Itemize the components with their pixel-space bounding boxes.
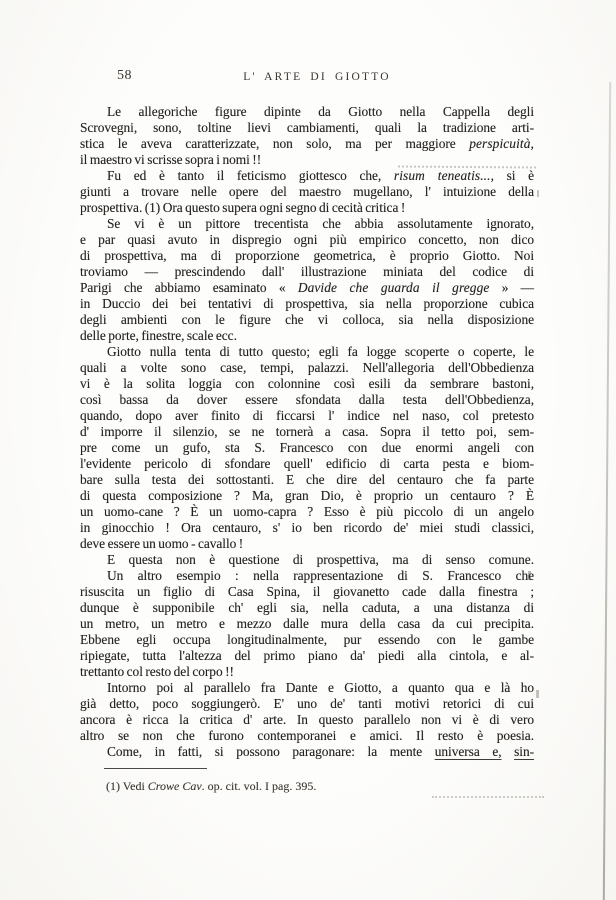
text-line: prospettiva. (1) Ora questo supera ogni segno di cecità critica !: [80, 200, 406, 215]
text-line: troviamo — prescindendo dall' illustrazione miniata del codice di: [80, 264, 534, 279]
text-line: Ebbene egli occupa longitudinalmente, pur essendo con le gambe: [80, 632, 534, 647]
text-line: pre come un gufo, sta S. Francesco con due enormi angeli con: [80, 440, 534, 455]
paragraph: [80, 168, 534, 216]
text-line: di questa composizione ? Ma, gran Dio, è proprio un centauro ? È: [80, 488, 534, 503]
text-line: giunti a trovare nelle opere del maestro mugellano, l' intuizione della: [80, 184, 534, 199]
text-line: ripiegate, tutta l'altezza del primo piano da' piedi alla cintola, e al-: [80, 648, 534, 663]
text-line: delle porte, finestre, scale ecc.: [80, 328, 237, 343]
text-line: Giotto nulla tenta di tutto questo; egli fa logge scoperte o coperte, le: [107, 344, 534, 359]
scan-artifact: [537, 190, 539, 197]
text-line: deve essere un uomo - cavallo !: [80, 536, 244, 551]
text-line: quali a volte sono case, tempi, palazzi. Nell'allegoria dell'Obbedienza: [80, 360, 534, 375]
text-line: già detto, poco soggiungerò. E' uno de' tanti motivi retorici di cui: [80, 696, 534, 711]
text-line: in ginocchio ! Ora centauro, s' io ben ricordo de' miei studi classici,: [80, 520, 534, 535]
text-line: risuscita un figlio di Casa Spina, il giovanetto cade dalla finestra ;: [80, 584, 534, 599]
paragraph: [80, 744, 534, 760]
text-line: vi è la solita loggia con colonnine così esili da sembrare bastoni,: [80, 376, 534, 391]
text-line: il maestro vi scrisse sopra i nomi !!: [80, 152, 262, 167]
text-line: ancora è ricca la critica d' arte. In questo parallelo non vi è di vero: [80, 712, 534, 727]
text-line: in Duccio dei bei tentativi di prospettiva, sia nella proporzione cubica: [80, 296, 534, 311]
text-line: Se vi è un pittore trecentista che abbia assolutamente ignorato,: [107, 216, 534, 231]
paragraph: [80, 216, 534, 344]
text-line: bare sulla testa dei sottostanti. E che dire del centauro che fa parte: [80, 472, 534, 487]
text-line: Scrovegni, sono, toltine lievi cambiamenti, quali la tradizione arti-: [80, 120, 534, 135]
page-body: [80, 104, 534, 760]
text-line: trettanto col resto del corpo !!: [80, 664, 234, 679]
text-line: un metro, un metro e mezzo dalle mura della casa da cui precipita.: [80, 616, 534, 631]
text-line: Le allegoriche figure dipinte da Giotto nella Cappella degli: [107, 104, 534, 119]
text-line: E questa non è questione di prospettiva, ma di senso comune.: [107, 552, 534, 567]
text-line: Fu ed è tanto il feticismo giottesco che, risum teneatis..., si è: [107, 168, 534, 183]
footnote-separator: [104, 768, 207, 769]
text-line: Un altro esempio : nella rappresentazione di S. Francesco che: [107, 568, 534, 583]
paragraph: [80, 680, 534, 744]
text-line: degli ambienti con le figure che vi colloca, sia nella disposizione: [80, 312, 534, 327]
text-line: di prospettiva, ma di proporzione geometrica, è proprio Giotto. Noi: [80, 248, 534, 263]
page-number: 58: [117, 68, 132, 83]
paragraph: [80, 552, 534, 568]
text-line: dunque è supponibile ch' egli sia, nella caduta, a una distanza di: [80, 600, 534, 615]
running-title: L' ARTE DI GIOTTO: [243, 71, 391, 83]
text-line: Intorno poi al parallelo fra Dante e Giotto, a quanto qua e là ho: [107, 680, 534, 695]
text-line: e par quasi avuto in dispregio ogni più empirico concetto, non dico: [80, 232, 534, 247]
text-line: Parigi che abbiamo esaminato « Davide che guarda il gregge » —: [80, 280, 534, 295]
scan-artifact: [432, 796, 544, 798]
paragraph: [80, 104, 534, 168]
paragraph: [80, 344, 534, 552]
text-line: così bassa da dover essere sfondata dalla testa dell'Obbedienza,: [80, 392, 534, 407]
text-line: l'evidente pericolo di sfondare quell' edificio di carta pesta e biom-: [80, 456, 534, 471]
paragraph: [80, 568, 534, 680]
text-line: un uomo-cane ? È un uomo-capra ? Esso è più piccolo di un angelo: [80, 504, 534, 519]
text-line: altro se non che furono contemporanei e amici. Il resto è poesia.: [80, 728, 534, 743]
text-line: Come, in fatti, si possono paragonare: la mente universa e, sin-: [107, 744, 534, 759]
scan-artifact: [536, 690, 539, 698]
footnote: (1) Vedi Crowe Cav. op. cit. vol. I pag. 395.: [106, 779, 317, 793]
text-line: quando, dopo aver finito di ficcarsi l' indice nel naso, col pretesto: [80, 408, 534, 423]
text-line: d' imporre il silenzio, se ne tornerà a casa. Sopra il tetto poi, sem-: [80, 424, 534, 439]
text-line: stica le aveva caratterizzate, non solo, ma per maggiore perspicuità,: [80, 136, 534, 151]
page-edge-shadow: [603, 82, 611, 900]
